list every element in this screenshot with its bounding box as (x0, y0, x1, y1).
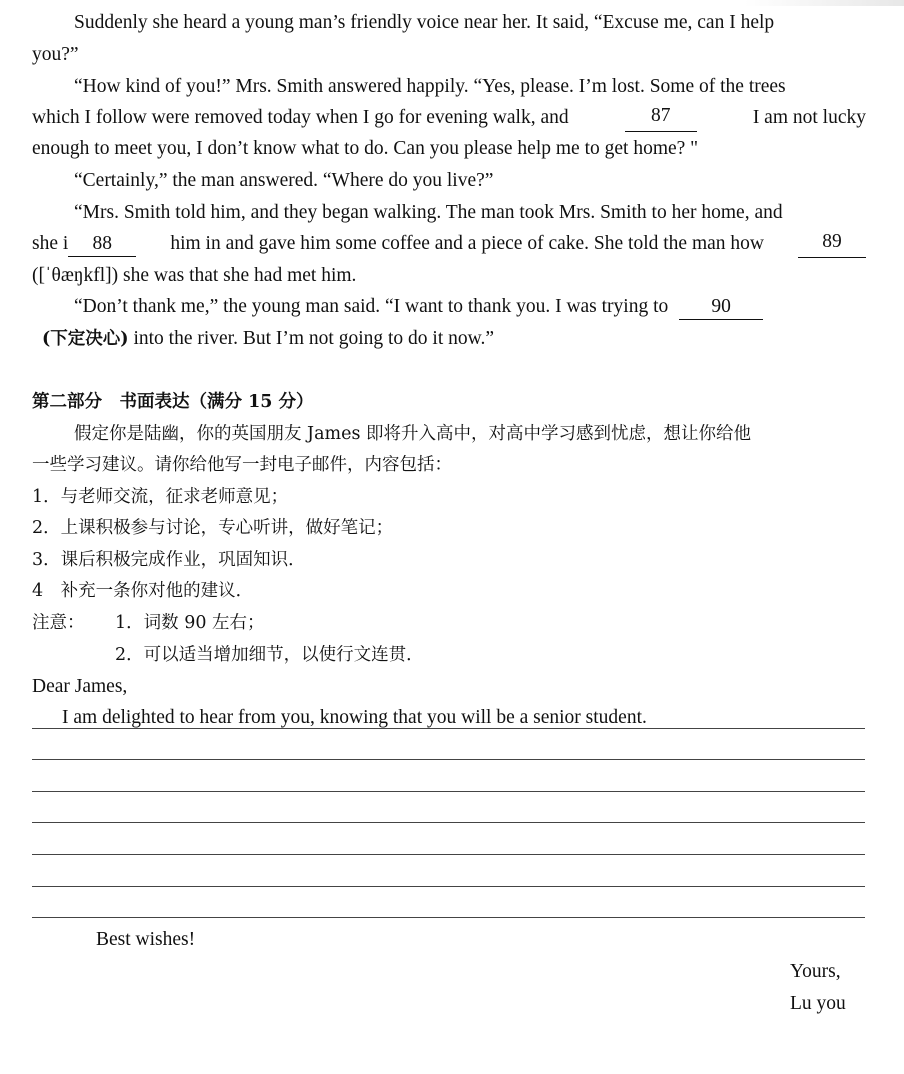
note-2: 2．可以适当增加细节，以使行文连贯． (115, 645, 424, 665)
requirement-item-3: 3．课后积极完成作业，巩固知识． (32, 550, 306, 570)
section-intro-line2: 一些学习建议。请你给他写一封电子邮件，内容包括： (32, 455, 452, 475)
blank-88[interactable]: 88 (68, 232, 136, 257)
writing-line-5[interactable] (32, 854, 865, 855)
writing-line-4[interactable] (32, 822, 865, 823)
section-title: 第二部分 书面表达（满分 15 分） (32, 392, 314, 412)
p4-line3: ([ˈθæŋkfl]) she was that she had met him. (32, 265, 357, 286)
p3-line1: “Certainly,” the man answered. “Where do you live?” (74, 170, 494, 191)
requirement-item-1: 1．与老师交流，征求老师意见； (32, 487, 289, 507)
letter-first-line: I am delighted to hear from you, knowing that you will be a senior student. (62, 707, 647, 728)
p1-line1-text: Suddenly she heard a young man’s friendly voice near her. It said, “Excuse me, can I help (74, 12, 775, 33)
p5-chinese-hint: (下定决心) (42, 329, 129, 349)
p2-line2-text-a: which I follow were removed today when I go for evening walk, and (32, 107, 569, 128)
p2-line2-text-b: I am not lucky (752, 107, 866, 128)
p2-line1: “How kind of you!” Mrs. Smith answered happily. “Yes, please. I’m lost. Some of the trees (74, 76, 786, 97)
p5-line1-text: “Don’t thank me,” the young man said. “I want to thank you. I was trying to (74, 296, 669, 317)
writing-line-3[interactable] (32, 791, 865, 792)
p4-line1: “Mrs. Smith told him, and they began walking. The man took Mrs. Smith to her home, and (74, 202, 783, 223)
p1-line2: you?” (32, 44, 79, 65)
writing-line-6[interactable] (32, 886, 865, 887)
section-intro-line1: 假定你是陆幽，你的英国朋友 James 即将升入高中，对高中学习感到忧虑，想让你给他 (74, 424, 752, 444)
blank-90[interactable]: 90 (679, 295, 763, 320)
writing-line-2[interactable] (32, 759, 865, 760)
p4-line2-text-a: she i (32, 233, 69, 254)
p5-line2 (42, 325, 494, 353)
p4-line2-text-b: him in and gave him some coffee and a piece of cake. She told the man how (170, 233, 764, 254)
letter-closing: Best wishes! (96, 929, 196, 950)
scan-corner-shadow (744, 0, 904, 6)
writing-line-7[interactable] (32, 917, 865, 918)
p5-line1 (74, 293, 763, 321)
letter-signature: Lu you (790, 993, 846, 1014)
p1-line1 (74, 9, 866, 37)
writing-line-1[interactable] (32, 728, 865, 729)
p2-line3: enough to meet you, I don’t know what to do. Can you please help me to get home? " (32, 138, 699, 159)
blank-89[interactable]: 89 (798, 230, 866, 258)
p5-line2-text: into the river. But I’m not going to do it now.” (128, 328, 494, 349)
notes-label: 注意： (32, 613, 85, 633)
note-1: 1．词数 90 左右； (115, 613, 265, 633)
p2-line2 (32, 104, 866, 132)
requirement-item-2: 2．上课积极参与讨论，专心听讲，做好笔记； (32, 518, 394, 538)
letter-greeting: Dear James, (32, 676, 128, 697)
blank-87[interactable]: 87 (625, 104, 697, 132)
p4-line2 (32, 230, 866, 258)
requirement-item-4: 4 补充一条你对他的建议． (32, 581, 254, 601)
letter-yours: Yours, (790, 961, 841, 982)
